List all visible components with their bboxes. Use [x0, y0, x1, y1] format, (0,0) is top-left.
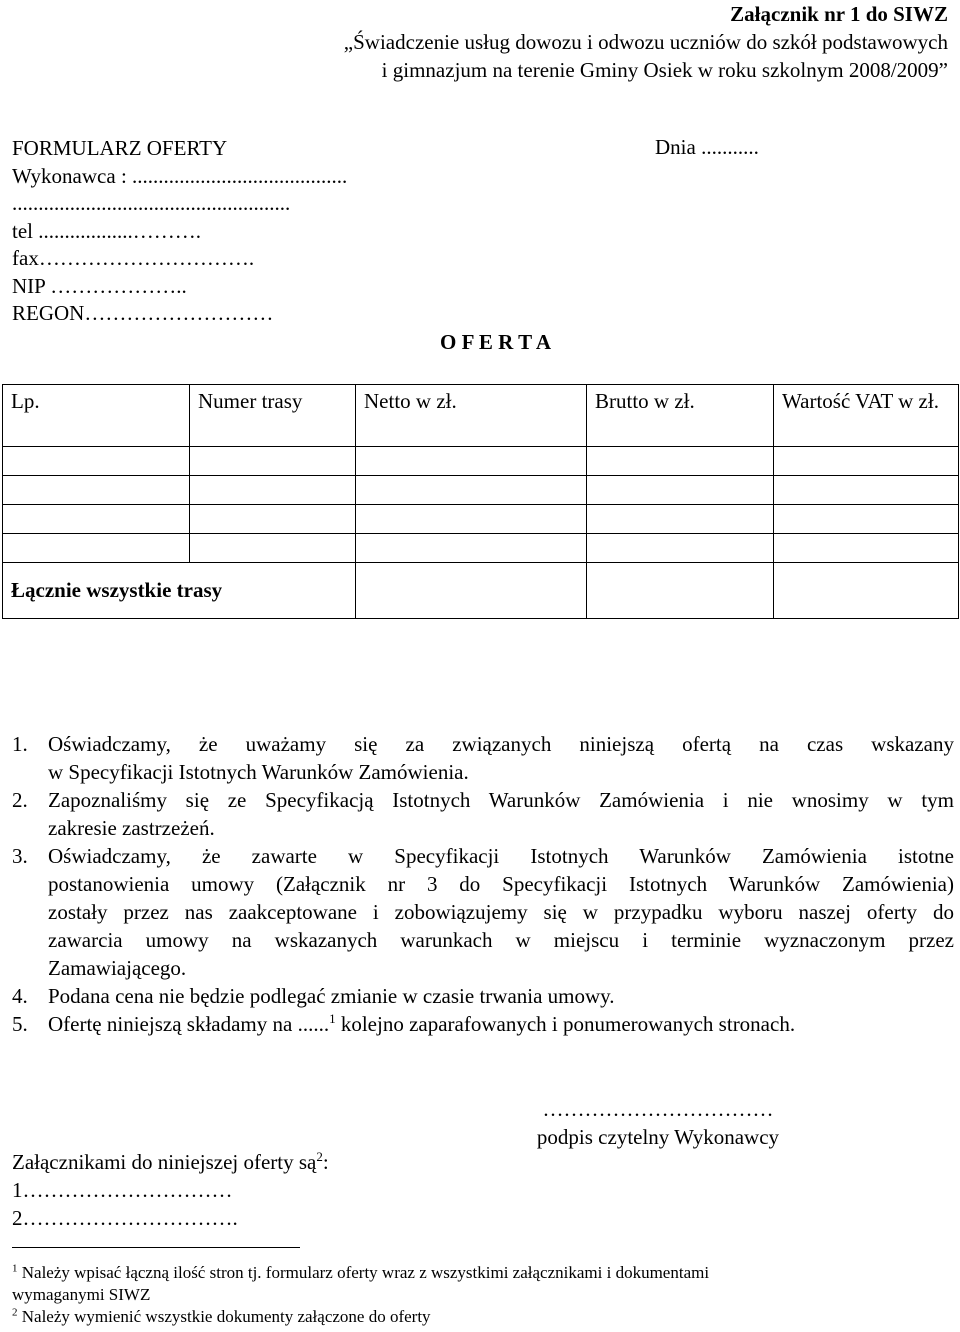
declaration-item-5	[12, 1010, 954, 1038]
table-cell[interactable]	[190, 534, 356, 563]
table-header-row	[3, 385, 959, 447]
total-label: Łącznie wszystkie trasy	[3, 563, 356, 619]
table-cell[interactable]	[3, 534, 190, 563]
footnotes	[12, 1262, 952, 1328]
attachments-colon: :	[322, 1150, 329, 1174]
footnote-ref-2: 2	[316, 1149, 323, 1164]
declaration-text: Podana cena nie będzie podlegać zmianie w czasie trwania umowy.	[48, 984, 615, 1008]
declaration-text-line-4: zawarcia umowy na wskazanych warunkach w miejscu i terminie wyznaczonym przez	[48, 928, 954, 952]
table-cell[interactable]	[587, 505, 774, 534]
subject-line-2: i gimnazjum na terenie Gminy Osiek w roku szkolnym 2008/2009”	[381, 58, 948, 82]
table-cell[interactable]	[774, 447, 959, 476]
annex-title: Załącznik nr 1 do SIWZ	[730, 2, 948, 26]
declaration-text: Zapoznaliśmy się ze Specyfikacją Istotnych Warunków Zamówienia i nie wnosimy w tym	[48, 788, 954, 812]
total-net-cell[interactable]	[356, 563, 587, 619]
header-gross: Brutto w zł.	[587, 385, 774, 447]
footnote-1-marker: 1	[12, 1262, 18, 1275]
declaration-number: 5.	[12, 1012, 28, 1036]
signature-block	[478, 1095, 838, 1151]
table-cell[interactable]	[356, 476, 587, 505]
attachments-label: Załącznikami do niniejszej oferty są	[12, 1150, 317, 1174]
table-cell[interactable]	[356, 447, 587, 476]
table-cell[interactable]	[774, 505, 959, 534]
table-cell[interactable]	[190, 505, 356, 534]
declaration-item-1	[12, 730, 954, 786]
table-row	[3, 534, 959, 563]
footnote-1	[12, 1262, 952, 1284]
table-cell[interactable]	[356, 505, 587, 534]
table-row	[3, 505, 959, 534]
footnote-ref-1: 1	[329, 1011, 336, 1026]
declaration-text: Ofertę niniejszą składamy na ......	[48, 1012, 330, 1036]
table-cell[interactable]	[190, 476, 356, 505]
declaration-text: Oświadczamy, że uważamy się za związanych niniejszą ofertą na czas wskazany	[48, 732, 954, 756]
declaration-number: 4.	[12, 984, 28, 1008]
footnote-1-continued: wymaganymi SIWZ	[12, 1285, 151, 1304]
footnote-1-text: Należy wpisać łączną ilość stron tj. formularz oferty wraz z wszystkimi załącznikami i dokumentami	[17, 1263, 710, 1282]
subject-line-1: „Świadczenie usług dowozu i odwozu uczniów do szkół podstawowych	[343, 30, 948, 54]
regon-field: REGON………………………	[12, 301, 274, 325]
signature-dots: ……………………………	[542, 1097, 774, 1121]
table-cell[interactable]	[774, 534, 959, 563]
table-cell[interactable]	[3, 505, 190, 534]
header-vat: Wartość VAT w zł.	[774, 385, 959, 447]
table-cell[interactable]	[190, 447, 356, 476]
footnote-2-text: Należy wymienić wszystkie dokumenty załączone do oferty	[17, 1307, 431, 1326]
declaration-item-4	[12, 982, 954, 1010]
declaration-number: 1.	[12, 732, 28, 756]
header-lp: Lp.	[3, 385, 190, 447]
declaration-text-cont: kolejno zaparafowanych i ponumerowanych stronach.	[335, 1012, 796, 1036]
declaration-text-cont: zakresie zastrzeżeń.	[48, 816, 215, 840]
table-cell[interactable]	[356, 534, 587, 563]
table-row	[3, 447, 959, 476]
header-route-number: Numer trasy	[190, 385, 356, 447]
document-header	[8, 0, 948, 84]
declaration-text-cont: w Specyfikacji Istotnych Warunków Zamówienia.	[48, 760, 469, 784]
attachment-item-1: 1…………………………	[12, 1178, 233, 1202]
form-title: FORMULARZ OFERTY	[12, 136, 228, 160]
date-field: Dnia ...........	[655, 135, 759, 159]
declaration-number: 2.	[12, 788, 28, 812]
header-net: Netto w zł.	[356, 385, 587, 447]
contractor-field: Wykonawca : .........................................	[12, 163, 348, 188]
table-total-row	[3, 563, 959, 619]
declarations-list	[12, 730, 954, 1038]
table-cell[interactable]	[3, 476, 190, 505]
fax-field: fax………………………….	[12, 246, 255, 270]
attachment-item-2: 2………………………….	[12, 1206, 238, 1230]
contractor-field-continued: .....................................................	[12, 191, 291, 215]
declaration-text-line-3: zostały przez nas zaakceptowane i zobowiązujemy się w przypadku wyboru naszej oferty do	[48, 900, 954, 924]
declaration-text-line-2: postanowienia umowy (Załącznik nr 3 do Specyfikacji Istotnych Warunków Zamówienia)	[48, 872, 954, 896]
offer-table	[2, 384, 959, 619]
table-row	[3, 476, 959, 505]
declaration-item-3	[12, 842, 954, 982]
declaration-item-2	[12, 786, 954, 842]
table-cell[interactable]	[3, 447, 190, 476]
total-gross-cell[interactable]	[587, 563, 774, 619]
tel-field: tel ..................……….	[12, 218, 201, 243]
total-vat-cell[interactable]	[774, 563, 959, 619]
footnote-2	[12, 1306, 952, 1328]
attachments-heading	[12, 1148, 329, 1176]
attachments-block	[12, 1148, 329, 1232]
declaration-text-cont: Zamawiającego.	[48, 956, 187, 980]
footnote-separator	[12, 1247, 300, 1248]
footnote-2-marker: 2	[12, 1306, 18, 1319]
table-cell[interactable]	[587, 534, 774, 563]
declaration-number: 3.	[12, 844, 28, 868]
table-cell[interactable]	[587, 447, 774, 476]
table-cell[interactable]	[587, 476, 774, 505]
offer-heading: O F E R T A	[440, 330, 552, 354]
table-cell[interactable]	[774, 476, 959, 505]
contractor-fields	[12, 135, 347, 328]
nip-field: NIP ………………..	[12, 273, 187, 298]
signature-label: podpis czytelny Wykonawcy	[536, 1125, 780, 1149]
declaration-text: Oświadczamy, że zawarte w Specyfikacji Istotnych Warunków Zamówienia istotne	[48, 844, 954, 868]
